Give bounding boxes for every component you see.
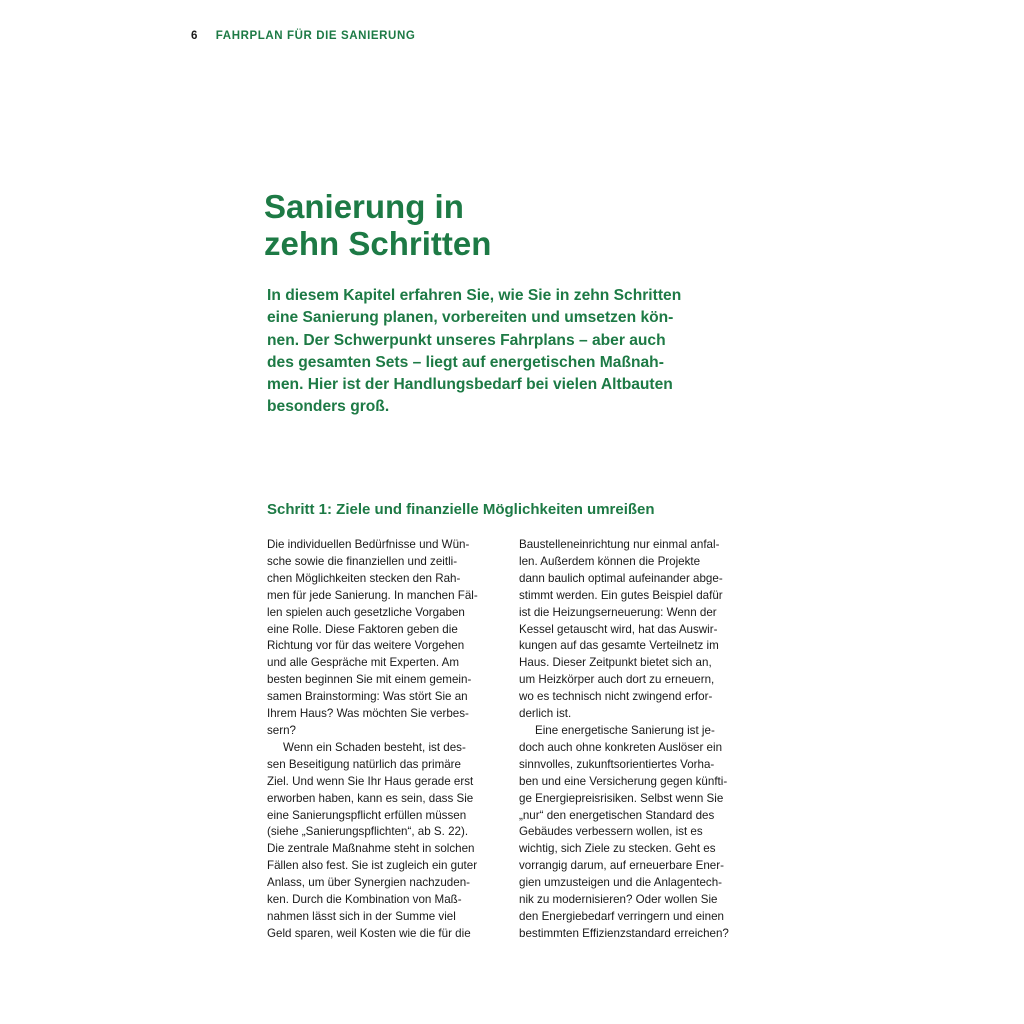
body-line: wichtig, sich Ziele zu stecken. Geht es [519,842,716,856]
lead-line: men. Hier ist der Handlungsbedarf bei vielen Altbauten [267,376,673,394]
body-line: Anlass, um über Synergien nachzuden- [267,876,471,890]
body-column-right [519,537,759,943]
section-heading: Schritt 1: Ziele und finanzielle Möglichkeiten umreißen [267,501,655,518]
body-line: kungen auf das gesamte Verteilnetz im [519,639,719,653]
body-line: bestimmten Effizienzstandard erreichen? [519,926,729,940]
body-line: sern? [267,723,297,737]
body-line: chen Möglichkeiten stecken den Rah- [267,571,461,585]
body-line: Baustelleneinrichtung nur einmal anfal- [519,538,720,551]
body-line: Richtung vor für das weitere Vorgehen [267,639,465,653]
chapter-title-line: Sanierung in [264,188,464,225]
body-line: eine Rolle. Diese Faktoren geben die [267,622,458,636]
body-line: Die individuellen Bedürfnisse und Wün- [267,538,470,551]
body-line: den Energiebedarf verringern und einen [519,909,724,923]
body-line: nahmen lässt sich in der Summe viel [267,909,456,923]
body-line: samen Brainstorming: Was stört Sie an [267,690,468,704]
body-line: erworben haben, kann es sein, dass Sie [267,791,474,805]
lead-paragraph [267,285,727,419]
body-line: ge Energiepreisrisiken. Selbst wenn Sie [519,791,724,805]
body-line: um Heizkörper auch dort zu erneuern, [519,673,715,687]
body-line: ben und eine Versicherung gegen künfti- [519,774,728,788]
page-number: 6 [191,30,198,42]
body-line: „nur“ den energetischen Standard des [519,808,715,822]
body-line: Fällen also fest. Sie ist zugleich ein guter [267,859,478,873]
body-line: Ihrem Haus? Was möchten Sie verbes- [267,707,469,721]
body-line: sen Beseitigung natürlich das primäre [267,757,461,771]
chapter-name: FAHRPLAN FÜR DIE SANIERUNG [215,30,416,42]
body-line: gien umzusteigen und die Anlagentech- [519,876,723,890]
body-line: Haus. Dieser Zeitpunkt bietet sich an, [519,656,712,670]
body-line: doch auch ohne konkreten Auslöser ein [519,740,723,754]
body-line: Wenn ein Schaden besteht, ist des- [283,740,466,754]
lead-line: besonders groß. [267,398,390,416]
body-line: len spielen auch gesetzliche Vorgaben [267,605,465,619]
body-line: nik zu modernisieren? Oder wollen Sie [519,893,718,907]
body-line: men für jede Sanierung. In manchen Fäl- [267,588,478,602]
body-line: dann baulich optimal aufeinander abge- [519,571,723,585]
body-line: len. Außerdem können die Projekte [519,554,701,568]
body-line: Gebäudes verbessern wollen, ist es [519,825,703,839]
running-head [191,30,415,42]
body-line: und alle Gespräche mit Experten. Am [267,656,460,670]
body-line: sinnvolles, zukunftsorientiertes Vorha- [519,757,715,771]
lead-line: eine Sanierung planen, vorbereiten und umsetzen kön- [267,309,674,327]
body-line: besten beginnen Sie mit einem gemein- [267,673,472,687]
body-line: ist die Heizungserneuerung: Wenn der [519,605,717,619]
body-line: vorrangig darum, auf erneuerbare Ener- [519,859,724,873]
body-line: Ziel. Und wenn Sie Ihr Haus gerade erst [267,774,474,788]
chapter-title-line: zehn Schritten [264,225,492,262]
lead-line: nen. Der Schwerpunkt unseres Fahrplans – aber auch [267,331,666,349]
body-line: derlich ist. [519,707,572,721]
body-line: eine Sanierungspflicht erfüllen müssen [267,808,467,822]
body-line: sche sowie die finanziellen und zeitli- [267,554,458,568]
body-column-left [267,537,507,943]
body-line: Geld sparen, weil Kosten wie die für die [267,926,471,940]
body-line: (siehe „Sanierungspflichten“, ab S. 22). [267,825,469,839]
lead-line: In diesem Kapitel erfahren Sie, wie Sie in zehn Schritten [267,287,682,304]
chapter-title [264,188,491,262]
lead-line: des gesamten Sets – liegt auf energetischen Maßnah- [267,353,664,371]
body-line: stimmt werden. Ein gutes Beispiel dafür [519,588,723,602]
body-line: Eine energetische Sanierung ist je- [535,723,715,737]
body-line: ken. Durch die Kombination von Maß- [267,893,462,907]
body-line: Die zentrale Maßnahme steht in solchen [267,842,475,856]
body-line: Kessel getauscht wird, hat das Auswir- [519,622,718,636]
body-line: wo es technisch nicht zwingend erfor- [519,690,713,704]
